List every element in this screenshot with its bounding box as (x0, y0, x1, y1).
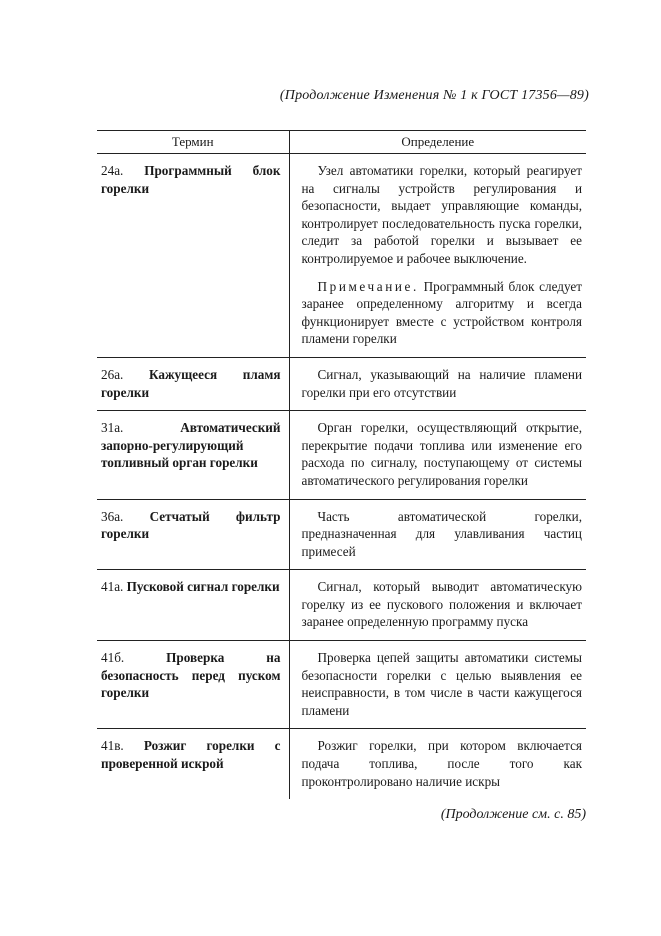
definition-cell (289, 729, 586, 799)
term-cell (97, 154, 289, 358)
term-name: Автоматический запорно-регулирующий топливный орган горелки (101, 420, 281, 471)
term-number: 41а. (101, 579, 124, 595)
definition-text: Сигнал, который выводит автоматическую горелку из ее пускового положения и включает заранее определенную программу пуска (301, 579, 582, 630)
term-name: Программный блок горелки (101, 163, 281, 196)
term-name: Сетчатый фильтр горелки (101, 508, 281, 542)
definition-cell (289, 570, 586, 641)
term-name: Проверка на безопасность перед пуском горелки (101, 650, 281, 701)
term-name: Розжиг горелки с проверенной искрой (101, 738, 281, 772)
term-cell (97, 570, 289, 641)
page-header: (Продолжение Изменения № 1 к ГОСТ 17356—89) (279, 88, 589, 103)
table-row (97, 729, 586, 799)
definition-cell (289, 641, 586, 729)
term-number: 26а. (101, 366, 124, 382)
definition-text: Розжиг горелки, при котором включается подача топлива, после того как проконтролировано наличие искры (301, 738, 582, 789)
column-header-definition: Определение (289, 131, 586, 154)
definition-text: Сигнал, указывающий на наличие пламени горелки при его отсутствии (301, 366, 582, 400)
terms-table (97, 130, 586, 799)
table-row (97, 641, 586, 729)
term-cell (97, 641, 289, 729)
term-name: Кажущееся пламя горелки (101, 366, 281, 400)
term-number: 41в. (101, 738, 124, 754)
table-row (97, 570, 586, 641)
column-header-term: Термин (97, 131, 289, 154)
definition-cell (289, 411, 586, 499)
table-row (97, 411, 586, 499)
note-paragraph (302, 278, 583, 348)
definition-cell (289, 499, 586, 570)
definition-text: Проверка цепей защиты автоматики системы безопасности горелки с целью выявления ее неисправности, в том числе в части кажущегося пламени (301, 650, 582, 718)
term-cell (97, 499, 289, 570)
term-number: 31а. (101, 420, 124, 436)
term-number: 41б. (101, 650, 125, 666)
term-name: Пусковой сигнал горелки (126, 579, 280, 595)
definition-text: Орган горелки, осуществляющий открытие, перекрытие подачи топлива или изменение его расхода по сигналу, поступающему от системы автоматического регулирования горелки (301, 420, 582, 488)
definition-cell (289, 357, 586, 410)
term-number: 36а. (101, 508, 124, 524)
definition-text: Часть автоматической горелки, предназначенная для улавливания частиц примесей (301, 508, 582, 559)
term-number: 24а. (101, 163, 124, 178)
table-row (97, 357, 586, 410)
note-label: Примечание. (317, 278, 419, 294)
definition-cell (289, 154, 586, 358)
definition-text: Узел автоматики горелки, который реагирует на сигналы устройств регулирования и безопасности, выдает управляющие команды, контролирует последовательность пуска горелки, следит за работой горелки и вызывает ее контролируемое и рабочее выключение. (301, 163, 582, 266)
table-row (97, 499, 586, 570)
note-text: Программный блок следует заранее определенному алгоритму и всегда функционирует вместе с устройством контроля пламени горелки (301, 278, 583, 347)
table-row (97, 154, 586, 358)
term-cell (97, 411, 289, 499)
term-cell (97, 357, 289, 410)
page-footer: (Продолжение см. с. 85) (440, 807, 586, 822)
table-header-row (97, 131, 586, 154)
term-cell (97, 729, 289, 799)
